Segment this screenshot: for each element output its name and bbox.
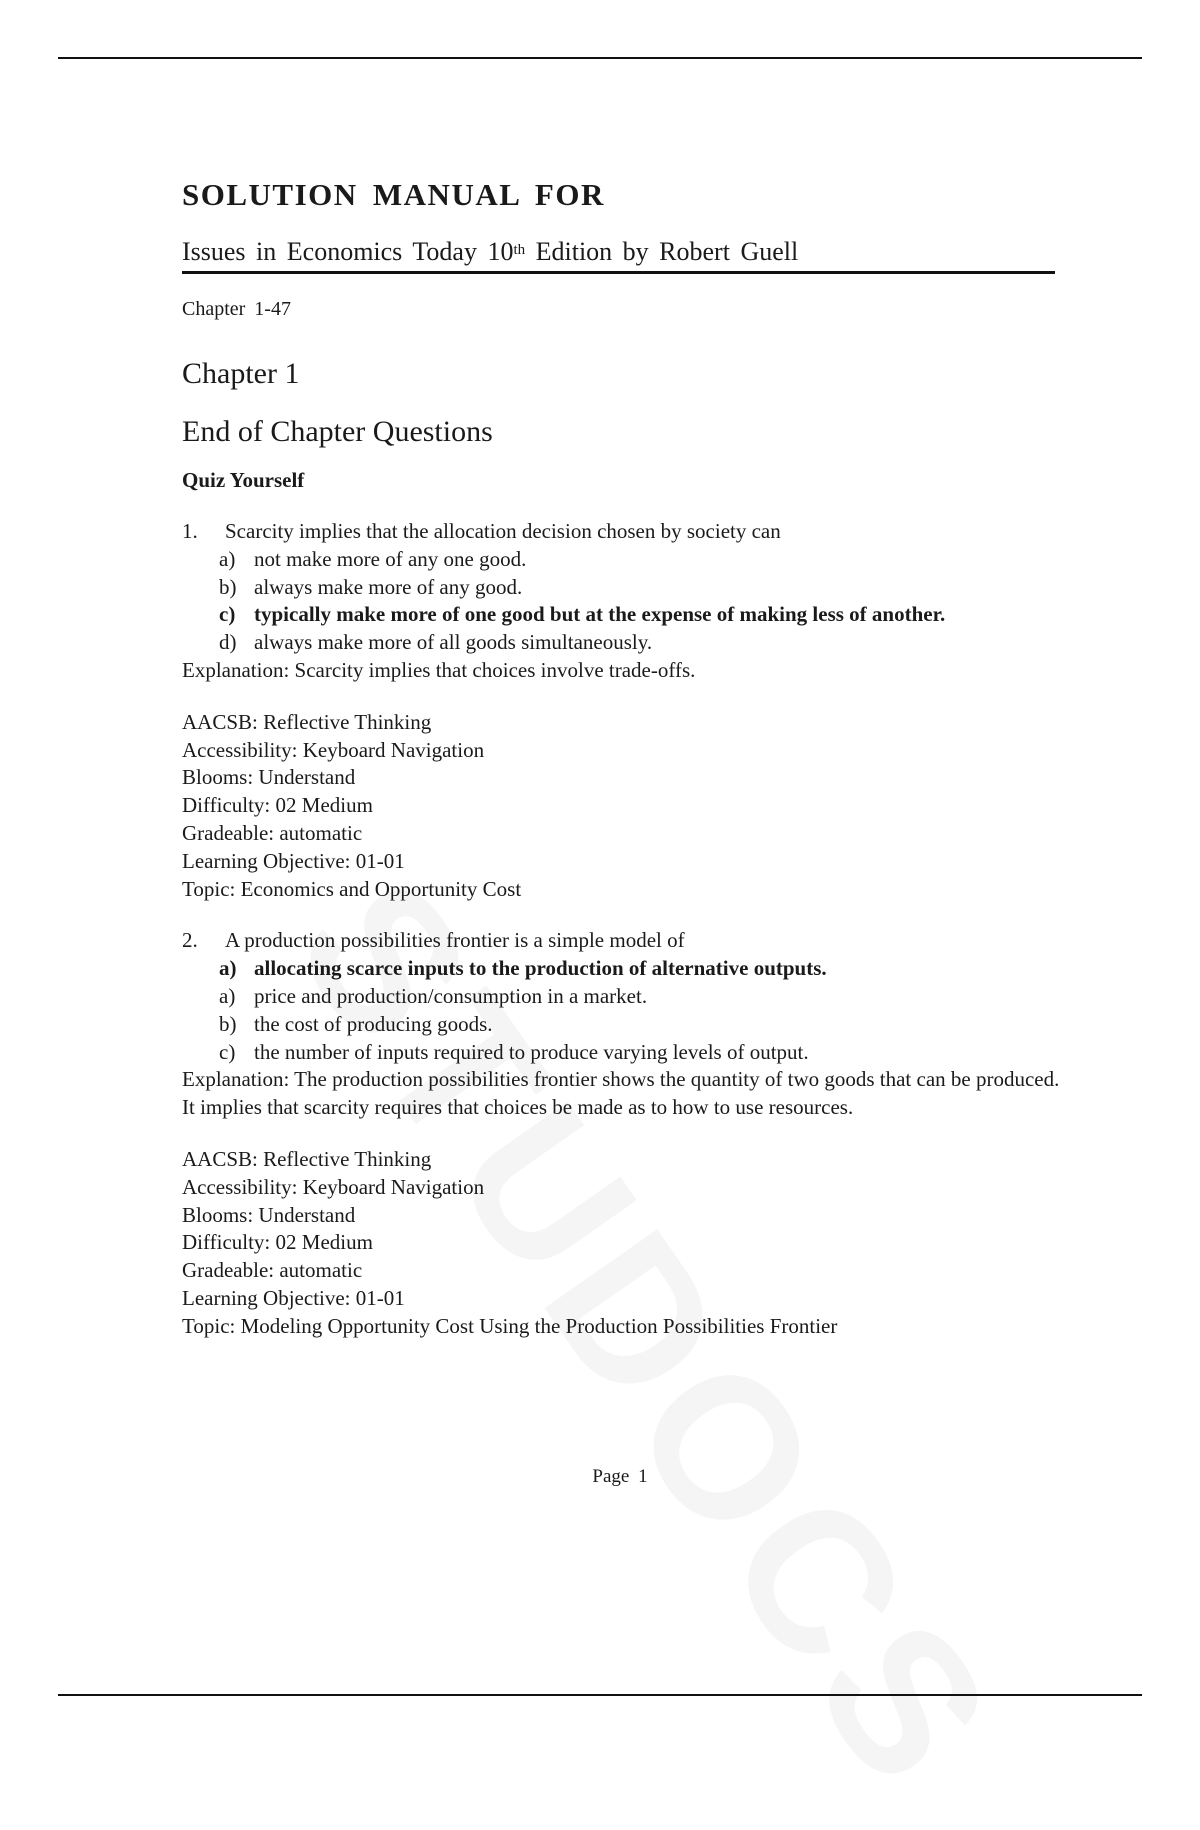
answer-option bbox=[182, 629, 1062, 657]
answer-option bbox=[182, 983, 1062, 1011]
option-text: typically make more of one good but at the expense of making less of another. bbox=[254, 602, 946, 627]
metadata-line: Blooms: Understand bbox=[182, 1202, 356, 1227]
option-letter: c) bbox=[219, 1039, 236, 1064]
option-letter: b) bbox=[219, 1011, 237, 1036]
question-block bbox=[182, 518, 1062, 903]
answer-option bbox=[182, 1011, 1062, 1039]
quiz-heading: Quiz Yourself bbox=[182, 468, 305, 492]
answer-option bbox=[182, 546, 1062, 574]
answer-option bbox=[182, 574, 1062, 602]
questions-list bbox=[182, 518, 1062, 1341]
option-text: always make more of all goods simultaneously. bbox=[254, 630, 653, 655]
metadata-line: AACSB: Reflective Thinking bbox=[182, 709, 432, 734]
page-content bbox=[182, 175, 1062, 1341]
metadata-line: Blooms: Understand bbox=[182, 765, 356, 790]
subtitle-superscript: th bbox=[513, 242, 526, 258]
option-letter: d) bbox=[219, 630, 237, 655]
subtitle-text-after: Edition by Robert Guell bbox=[525, 237, 799, 266]
chapter-heading: Chapter 1 bbox=[182, 357, 300, 390]
page-number: Page 1 bbox=[592, 1466, 648, 1487]
answer-options bbox=[182, 955, 1062, 1066]
section-heading: End of Chapter Questions bbox=[182, 415, 493, 448]
question-number: 2. bbox=[182, 928, 198, 953]
option-text: the cost of producing goods. bbox=[254, 1011, 493, 1036]
question-block bbox=[182, 927, 1062, 1340]
answer-option-correct bbox=[182, 955, 1062, 983]
option-letter: c) bbox=[219, 602, 236, 627]
explanation: Explanation: Scarcity implies that choices involve trade-offs. bbox=[182, 657, 696, 682]
option-letter: b) bbox=[219, 574, 237, 599]
option-text: always make more of any good. bbox=[254, 574, 523, 599]
metadata-line: Accessibility: Keyboard Navigation bbox=[182, 1174, 485, 1199]
metadata-line: Difficulty: 02 Medium bbox=[182, 793, 373, 818]
document-subtitle bbox=[182, 235, 1055, 274]
answer-option-correct bbox=[182, 601, 1062, 629]
metadata-line: Learning Objective: 01-01 bbox=[182, 848, 405, 873]
question-stem bbox=[182, 518, 1062, 546]
bottom-rule bbox=[58, 1694, 1142, 1696]
option-letter: a) bbox=[219, 956, 237, 981]
metadata-line: Topic: Economics and Opportunity Cost bbox=[182, 876, 522, 901]
metadata-line: Topic: Modeling Opportunity Cost Using the Production Possibilities Frontier bbox=[182, 1313, 838, 1338]
option-text: not make more of any one good. bbox=[254, 546, 527, 571]
metadata-line: Accessibility: Keyboard Navigation bbox=[182, 737, 485, 762]
question-stem bbox=[182, 927, 1062, 955]
metadata-line: Difficulty: 02 Medium bbox=[182, 1230, 373, 1255]
chapter-range: Chapter 1-47 bbox=[182, 298, 291, 320]
metadata-line: Gradeable: automatic bbox=[182, 820, 363, 845]
question-text: Scarcity implies that the allocation decision chosen by society can bbox=[225, 519, 781, 543]
metadata-line: AACSB: Reflective Thinking bbox=[182, 1146, 432, 1171]
option-text: allocating scarce inputs to the production of alternative outputs. bbox=[254, 956, 827, 981]
option-letter: a) bbox=[219, 546, 236, 571]
answer-options bbox=[182, 546, 1062, 657]
question-metadata bbox=[182, 1146, 1062, 1341]
answer-option bbox=[182, 1039, 1062, 1067]
metadata-line: Learning Objective: 01-01 bbox=[182, 1285, 405, 1310]
option-text: price and production/consumption in a market. bbox=[254, 983, 648, 1008]
metadata-line: Gradeable: automatic bbox=[182, 1258, 363, 1283]
question-number: 1. bbox=[182, 519, 198, 543]
document-title: SOLUTION MANUAL FOR bbox=[182, 177, 605, 212]
subtitle-text-before: Issues in Economics Today 10 bbox=[182, 237, 514, 266]
question-text: A production possibilities frontier is a simple model of bbox=[225, 928, 685, 953]
explanation: Explanation: The production possibilities frontier shows the quantity of two goods that can be produced. It implies that scarcity requires that choices be made as to how to use resources. bbox=[182, 1067, 1060, 1120]
question-metadata bbox=[182, 709, 1062, 904]
top-rule bbox=[58, 57, 1142, 59]
option-letter: a) bbox=[219, 983, 236, 1008]
option-text: the number of inputs required to produce varying levels of output. bbox=[254, 1039, 809, 1064]
